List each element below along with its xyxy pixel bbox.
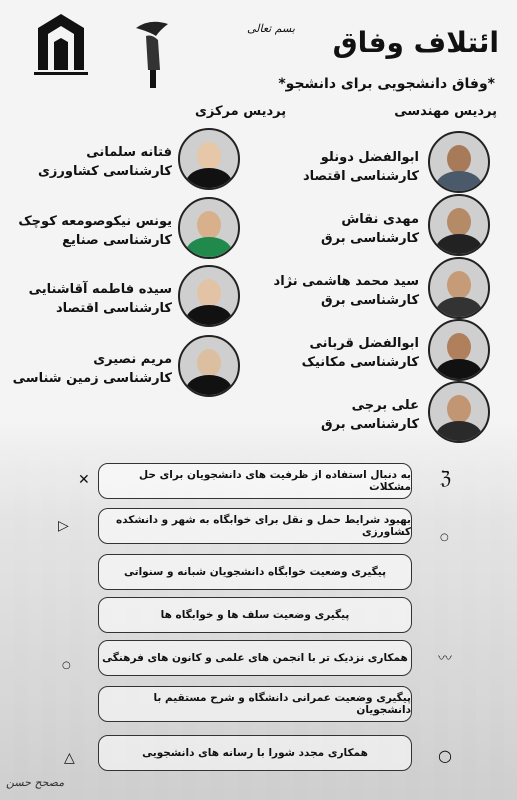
program-item: پیگیری وضعیت خوابگاه دانشجویان شبانه و سنواتی <box>98 554 412 590</box>
candidate-name: فتانه سلمانی <box>86 145 172 160</box>
header <box>0 0 517 110</box>
candidate-avatar <box>428 194 490 256</box>
section-title-central-campus: پردیس مرکزی <box>195 104 287 119</box>
candidate-name: ابوالفضل قربانی <box>309 336 419 351</box>
candidate-avatar <box>178 335 240 397</box>
page-title: ائتلاف وفاق <box>332 26 499 59</box>
candidate-card <box>13 350 172 388</box>
vefagh-hand-logo <box>128 14 178 94</box>
candidate-name: مریم نصیری <box>93 352 172 367</box>
candidate-field: کارشناسی مکانیک <box>301 355 419 370</box>
candidate-field: کارشناسی برق <box>321 417 419 432</box>
candidate-avatar <box>428 257 490 319</box>
candidate-avatar <box>178 265 240 327</box>
bismillah-text: بسم تعالی <box>247 22 295 35</box>
candidate-field: کارشناسی اقتصاد <box>303 169 419 184</box>
zigzag-decoration-icon: 〰 <box>438 651 452 667</box>
candidate-name: سید محمد هاشمی نژاد <box>273 274 419 289</box>
squiggle-decoration-icon: ℨ <box>440 468 452 489</box>
candidate-card <box>29 280 172 318</box>
program-item: همکاری نزدیک تر با انجمن های علمی و کانون های فرهنگی <box>98 640 412 676</box>
candidate-card <box>274 272 419 310</box>
candidate-field: کارشناسی صنایع <box>62 233 172 248</box>
candidate-avatar <box>178 197 240 259</box>
section-title-engineering-campus: پردیس مهندسی <box>394 104 497 119</box>
triangle-decoration-icon: △ <box>64 750 75 766</box>
candidate-name: مهدی نقاش <box>341 212 419 227</box>
candidate-card <box>38 143 172 181</box>
candidate-card <box>18 212 172 250</box>
candidate-avatar <box>428 131 490 193</box>
circle-small-decoration-icon: ○ <box>62 660 71 671</box>
candidate-avatar <box>428 381 490 443</box>
cross-decoration-icon: ✕ <box>78 472 90 488</box>
candidate-card <box>303 148 419 186</box>
candidate-name: یونس نیکوصومعه کوچک <box>18 214 172 229</box>
candidate-card <box>302 334 419 372</box>
candidate-field: کارشناسی برق <box>321 231 419 246</box>
candidate-avatar <box>178 128 240 190</box>
program-item: بهبود شرایط حمل و نقل برای خوابگاه به شهر و دانشکده کشاورزی <box>98 508 412 544</box>
candidate-name: ابوالفضل دونلو <box>320 150 419 165</box>
candidate-card <box>321 396 419 434</box>
triangle-right-decoration-icon: ▷ <box>58 518 69 534</box>
candidate-avatar <box>428 319 490 381</box>
university-logo <box>30 10 92 90</box>
candidate-name: سیده فاطمه آقاشنایی <box>28 282 172 297</box>
program-item: به دنبال استفاده از ظرفیت های دانشجویان برای حل مشکلات <box>98 463 412 499</box>
candidate-field: کارشناسی زمین شناسی <box>12 371 172 386</box>
circle-decoration-icon: ○ <box>438 746 452 765</box>
circle-small-decoration-icon: ○ <box>440 532 449 543</box>
designer-signature: مصحح حسن <box>6 776 65 789</box>
program-item: همکاری مجدد شورا با رسانه های دانشجویی <box>98 735 412 771</box>
candidate-field: کارشناسی برق <box>321 293 419 308</box>
candidate-name: علی برجی <box>351 398 419 413</box>
candidate-card <box>321 210 419 248</box>
program-item: پیگیری وضعیت سلف ها و خوابگاه ها <box>98 597 412 633</box>
page-subtitle: *وفاق دانشجویی برای دانشجو* <box>278 76 495 92</box>
candidate-field: کارشناسی کشاورزی <box>38 164 172 179</box>
candidate-field: کارشناسی اقتصاد <box>56 301 172 316</box>
program-item: پیگیری وضعیت عمرانی دانشگاه و شرح مستقیم با دانشجویان <box>98 686 412 722</box>
